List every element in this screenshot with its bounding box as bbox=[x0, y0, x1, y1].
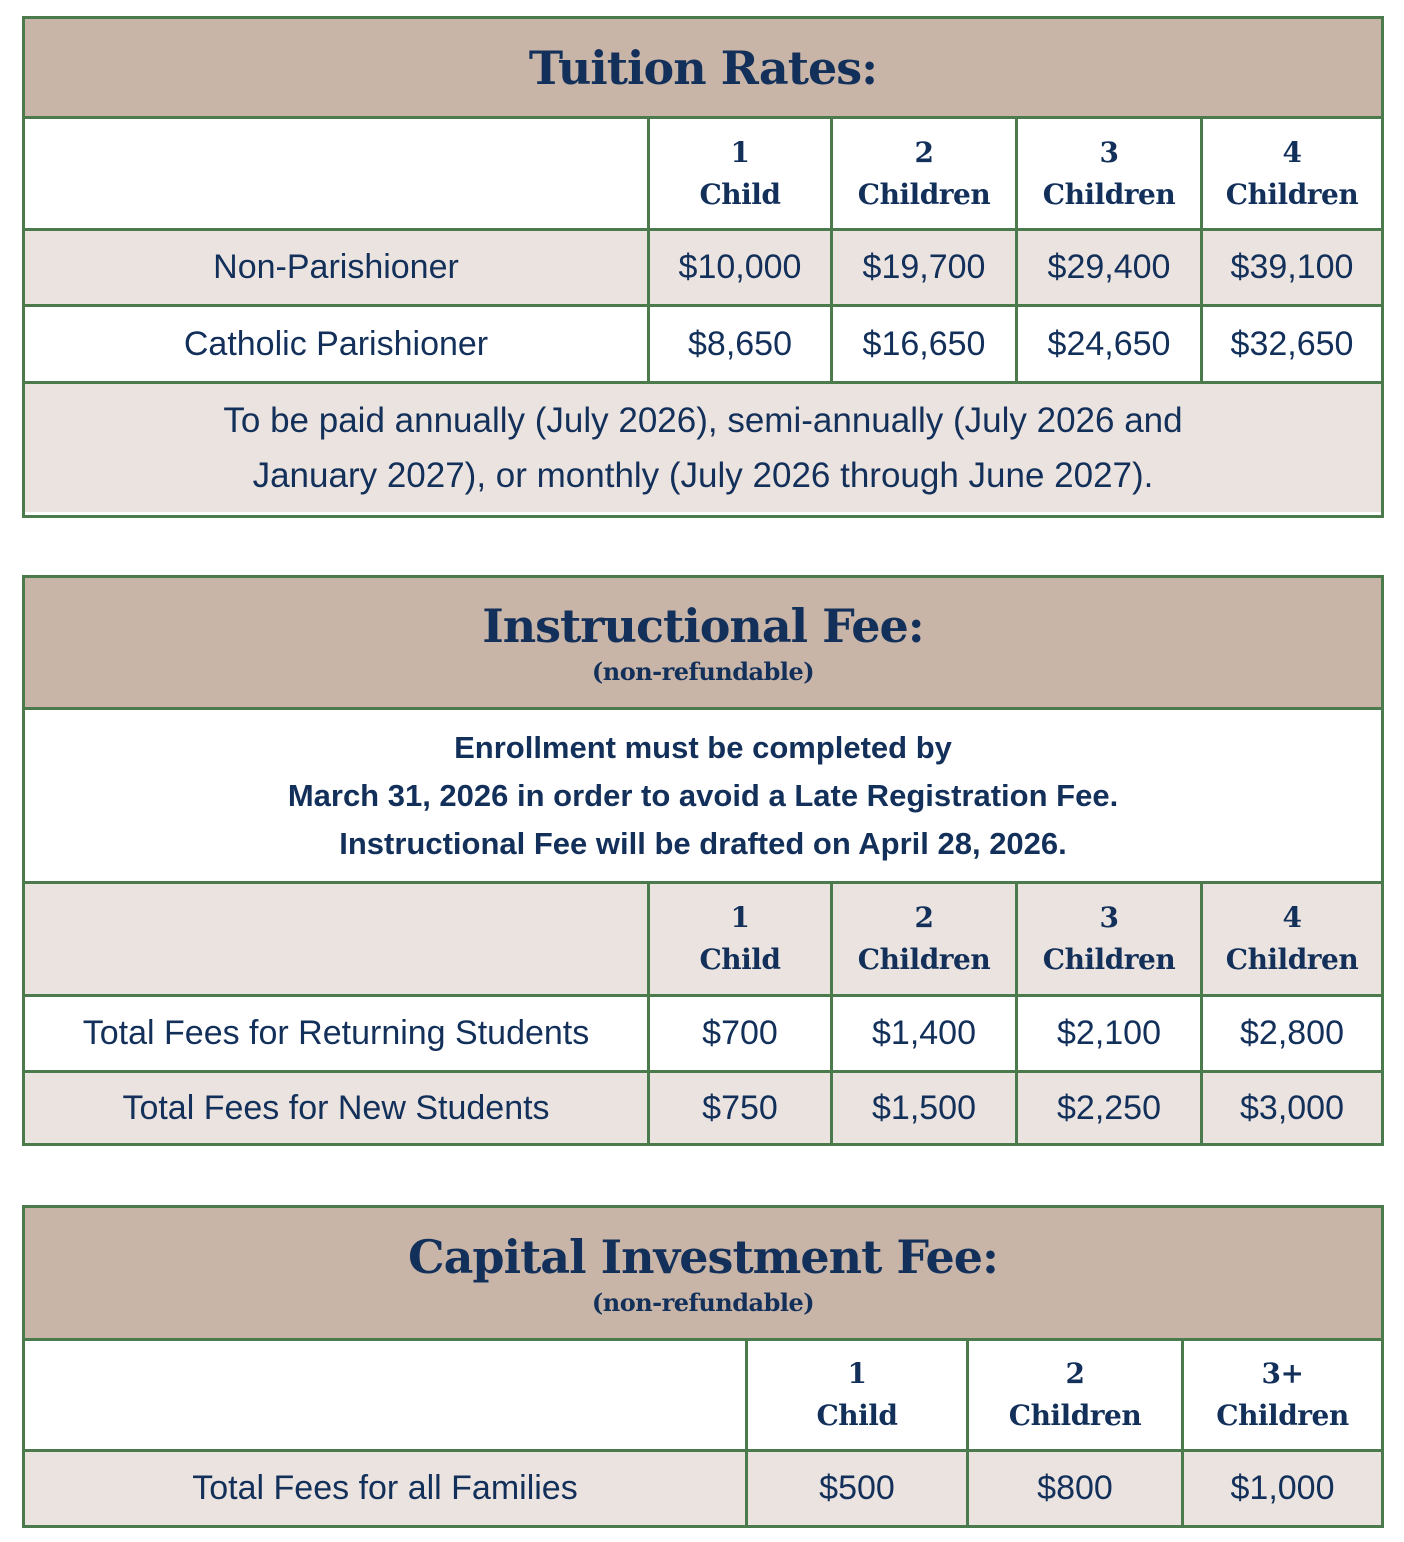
column-number: 1 bbox=[847, 1357, 867, 1390]
price-cell: $500 bbox=[745, 1452, 966, 1525]
table-row bbox=[25, 228, 1381, 304]
price-cell: $32,650 bbox=[1200, 307, 1381, 381]
capital-investment-fee-table bbox=[22, 1205, 1384, 1528]
header-empty bbox=[25, 884, 647, 994]
column-label: Children bbox=[857, 943, 991, 976]
notice-line: Enrollment must be completed by bbox=[454, 729, 952, 765]
column-header bbox=[1200, 884, 1381, 994]
notice-line: Instructional Fee will be drafted on April 28, 2026. bbox=[339, 825, 1067, 861]
tuition-rates-table bbox=[22, 16, 1384, 518]
column-header bbox=[1015, 119, 1200, 228]
column-number: 3 bbox=[1099, 901, 1119, 934]
column-header bbox=[830, 884, 1015, 994]
column-label: Child bbox=[699, 943, 781, 976]
price-cell: $2,800 bbox=[1200, 997, 1381, 1070]
column-number: 2 bbox=[914, 135, 934, 169]
payment-note bbox=[25, 384, 1381, 512]
notice-line: March 31, 2026 in order to avoid a Late Registration Fee. bbox=[287, 777, 1119, 813]
payment-note-line: January 2027), or monthly (July 2026 through June 2027). bbox=[252, 456, 1154, 495]
column-header bbox=[647, 884, 830, 994]
column-number: 3 bbox=[1099, 135, 1119, 169]
column-header bbox=[1181, 1341, 1381, 1449]
instructional-title-bar bbox=[25, 578, 1381, 707]
price-cell: $3,000 bbox=[1200, 1073, 1381, 1143]
column-number: 1 bbox=[730, 901, 750, 934]
price-cell: $700 bbox=[647, 997, 830, 1070]
price-cell: $8,650 bbox=[647, 307, 830, 381]
price-cell: $2,100 bbox=[1015, 997, 1200, 1070]
price-cell: $2,250 bbox=[1015, 1073, 1200, 1143]
table-row bbox=[25, 1449, 1381, 1525]
price-cell: $29,400 bbox=[1015, 231, 1200, 304]
column-label: Children bbox=[1225, 177, 1359, 211]
instructional-subtitle: (non-refundable) bbox=[591, 657, 815, 686]
column-label: Children bbox=[1216, 1399, 1349, 1432]
header-empty bbox=[25, 1341, 745, 1449]
row-label: Total Fees for New Students bbox=[122, 1088, 550, 1127]
tuition-title-bar bbox=[25, 19, 1381, 116]
capital-title-bar bbox=[25, 1208, 1381, 1338]
price-cell: $10,000 bbox=[647, 231, 830, 304]
price-cell: $24,650 bbox=[1015, 307, 1200, 381]
column-label: Children bbox=[1008, 1399, 1142, 1432]
column-label: Children bbox=[1042, 177, 1176, 211]
column-label: Child bbox=[816, 1399, 898, 1432]
price-cell: $800 bbox=[966, 1452, 1181, 1525]
table-row bbox=[25, 994, 1381, 1070]
column-header bbox=[830, 119, 1015, 228]
column-number: 1 bbox=[730, 135, 750, 169]
column-label: Children bbox=[857, 177, 991, 211]
row-label: Total Fees for all Families bbox=[192, 1469, 578, 1507]
enrollment-notice bbox=[25, 710, 1381, 881]
header-empty bbox=[25, 119, 647, 228]
table-row bbox=[25, 1070, 1381, 1143]
row-label: Non-Parishioner bbox=[213, 248, 459, 286]
column-header bbox=[745, 1341, 966, 1449]
row-label: Catholic Parishioner bbox=[183, 324, 489, 363]
price-cell: $19,700 bbox=[830, 231, 1015, 304]
price-cell: $1,500 bbox=[830, 1073, 1015, 1143]
column-number: 3+ bbox=[1261, 1357, 1304, 1390]
price-cell: $39,100 bbox=[1200, 231, 1381, 304]
payment-note-line: To be paid annually (July 2026), semi-annually (July 2026 and bbox=[223, 401, 1183, 440]
price-cell: $1,000 bbox=[1181, 1452, 1381, 1525]
instructional-title: Instructional Fee: bbox=[482, 599, 924, 653]
tuition-title: Tuition Rates: bbox=[528, 40, 878, 95]
column-number: 4 bbox=[1282, 135, 1302, 169]
table-row bbox=[25, 304, 1381, 381]
column-number: 2 bbox=[914, 901, 934, 934]
price-cell: $1,400 bbox=[830, 997, 1015, 1070]
column-header bbox=[1015, 884, 1200, 994]
price-cell: $750 bbox=[647, 1073, 830, 1143]
column-number: 4 bbox=[1282, 901, 1302, 934]
column-label: Children bbox=[1042, 943, 1176, 976]
row-label: Total Fees for Returning Students bbox=[82, 1014, 590, 1052]
price-cell: $16,650 bbox=[830, 307, 1015, 381]
column-label: Child bbox=[699, 177, 781, 211]
instructional-fee-table bbox=[22, 575, 1384, 1146]
capital-title: Capital Investment Fee: bbox=[407, 1229, 998, 1284]
column-number: 2 bbox=[1065, 1357, 1085, 1390]
column-label: Children bbox=[1225, 943, 1359, 976]
column-header bbox=[966, 1341, 1181, 1449]
capital-subtitle: (non-refundable) bbox=[591, 1287, 815, 1317]
column-header bbox=[647, 119, 830, 228]
column-header bbox=[1200, 119, 1381, 228]
